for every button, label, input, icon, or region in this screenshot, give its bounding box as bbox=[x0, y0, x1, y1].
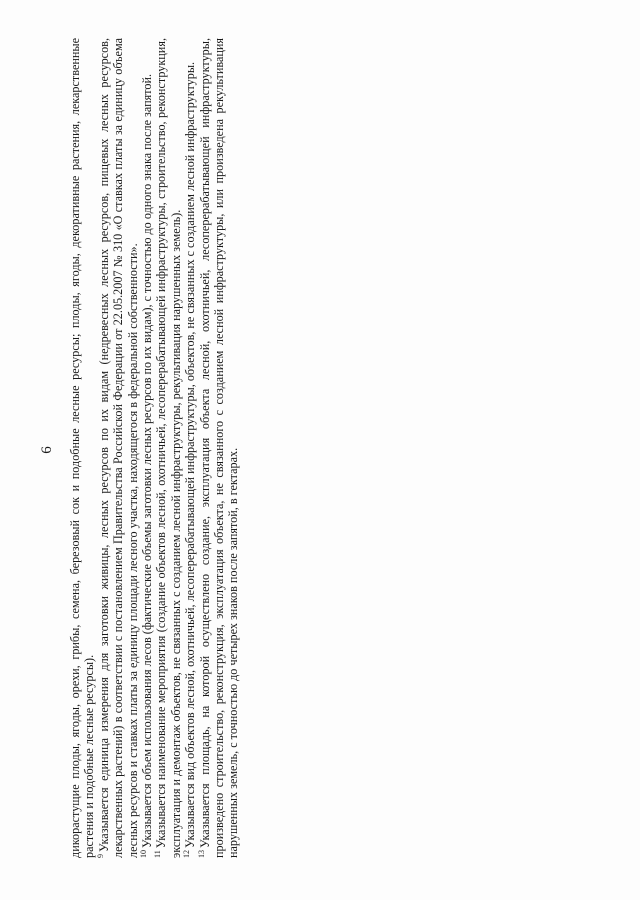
footnote-text: Указывается единица измерения для заготовки живицы, лесных ресурсов по их видам (недревесных лесных ресурсов, пищевых лесных ресурсов, лекарственных растений) в соответствии с постановлением Правительства Российской Федерации от 22.05.2007 № 310 «О ставках платы за единицу объема лесных ресурсов и ставках платы за единицу площади лесного участка, находящегося в федеральной собственности». bbox=[96, 38, 140, 858]
footnote-text: Указывается объем использования лесов (фактические объемы заготовки лесных ресурсов по их видам), с точностью до одного знака после запятой. bbox=[140, 73, 155, 848]
footnote-9 bbox=[97, 38, 140, 858]
footnote-mark: 12 bbox=[182, 850, 192, 858]
continuation-paragraph: дикорастущие плоды, ягоды, орехи, грибы, семена, березовый сок и подобные лесные ресурсы; плоды, ягоды, декоративные растения, лекарственные растения и подобные лесные ресурсы). bbox=[68, 38, 97, 858]
footnotes-section bbox=[68, 38, 241, 858]
footnote-mark: 10 bbox=[138, 850, 148, 858]
footnote-12 bbox=[183, 38, 197, 858]
page-number: 6 bbox=[39, 446, 55, 454]
footnote-text: Указывается наименование мероприятия (создание объектов лесной, охотничьей, лесоперерабатывающей инфраструктуры, строительство, реконструкция, эксплуатация и демонтаж объектов, не связанных с созданием лесной инфраструктуры, рекультивация нарушенных земель). bbox=[154, 38, 183, 858]
footnote-mark: 11 bbox=[153, 850, 163, 858]
footnote-mark: 9 bbox=[95, 854, 105, 858]
footnote-text: Указывается площадь, на которой осуществлено создание, эксплуатация объекта лесной, охотничьей, лесоперерабатывающей инфраструктуры, произведено строительство, реконструкция, эксплуатация объекта, не связанного с созданием лесной инфраструктуры, или произведена рекультивация нарушенных земель, с точностью до четырех знаков после запятой, в гектарах. bbox=[197, 38, 241, 858]
footnote-text: Указывается вид объектов лесной, охотничьей, лесоперерабатывающей инфраструктуры, объектов, не связанных с созданием лесной инфраструктуры. bbox=[183, 61, 198, 848]
footnote-11 bbox=[154, 38, 183, 858]
footnote-13 bbox=[198, 38, 241, 858]
rotated-text-block bbox=[40, 20, 600, 880]
footnote-mark: 13 bbox=[196, 850, 206, 858]
footnote-10 bbox=[140, 38, 154, 858]
